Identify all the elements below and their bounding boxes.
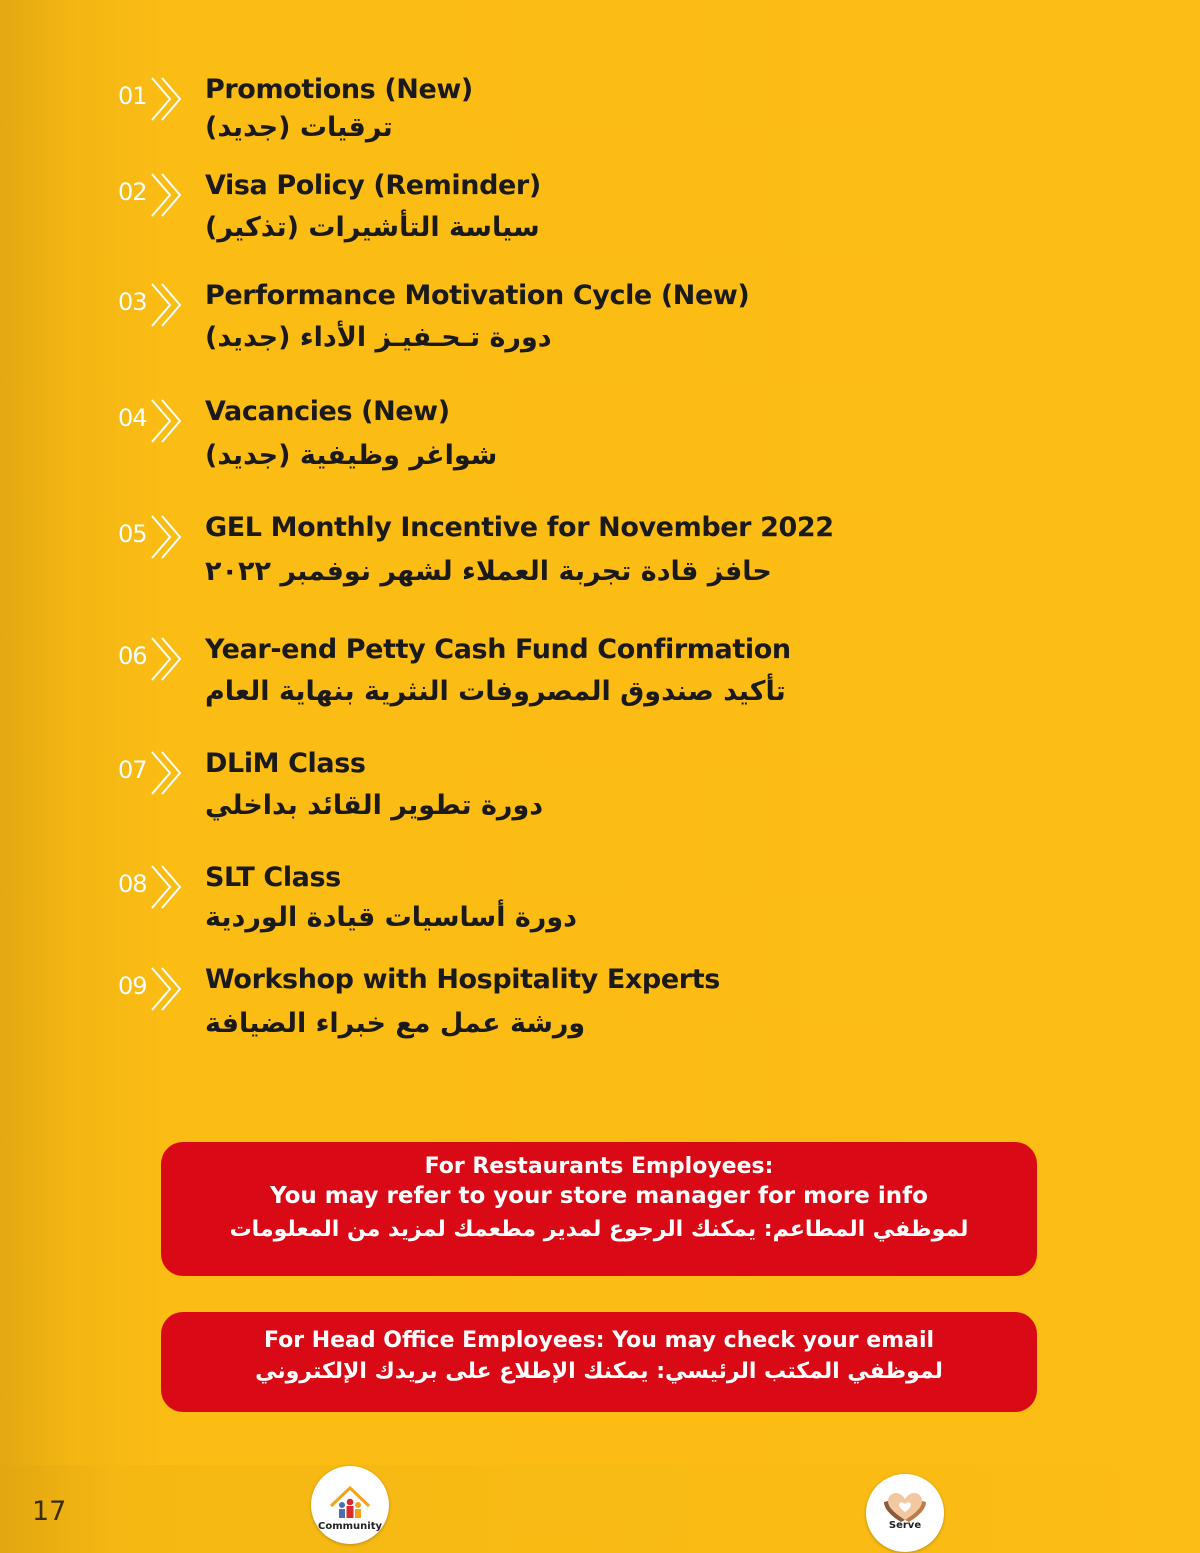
chevron-right-icon	[146, 748, 186, 798]
item-number: 01	[118, 82, 147, 110]
notice-text-en: You may refer to your store manager for more info	[270, 1183, 928, 1209]
badge-label: Serve	[888, 1520, 922, 1531]
item-number: 02	[118, 178, 147, 206]
list-item	[0, 170, 1200, 268]
item-title-en: Year-end Petty Cash Fund Confirmation	[205, 634, 791, 665]
badge-label: Community	[317, 1521, 382, 1532]
serve-badge	[866, 1474, 944, 1552]
restaurants-notice	[161, 1142, 1037, 1276]
list-item	[0, 280, 1200, 378]
chevron-right-icon	[146, 964, 186, 1014]
chevron-right-icon	[146, 74, 186, 124]
item-title-en: Visa Policy (Reminder)	[205, 170, 541, 201]
community-badge	[311, 1466, 389, 1544]
item-number: 09	[118, 972, 147, 1000]
item-number: 06	[118, 642, 147, 670]
head-office-notice	[161, 1312, 1037, 1412]
notice-text-en: For Head Office Employees: You may check your email	[263, 1328, 935, 1353]
list-item	[0, 634, 1200, 732]
footer-band	[0, 1465, 1200, 1553]
page-number: 17	[32, 1496, 67, 1527]
community-house-icon	[311, 1466, 389, 1544]
item-title-ar: تأكيد صندوق المصروفات النثرية بنهاية العام	[205, 676, 786, 707]
heart-hands-icon	[866, 1474, 944, 1552]
list-item	[0, 512, 1200, 610]
item-title-ar: حافز قادة تجربة العملاء لشهر نوفمبر ٢٠٢٢	[205, 556, 772, 587]
list-item	[0, 964, 1200, 1062]
item-title-en: Performance Motivation Cycle (New)	[205, 280, 750, 311]
item-number: 03	[118, 288, 147, 316]
chevron-right-icon	[146, 170, 186, 220]
item-number: 07	[118, 756, 147, 784]
item-title-ar: سياسة التأشيرات (تذكير)	[205, 212, 540, 243]
item-number: 04	[118, 404, 147, 432]
item-title-ar: ورشة عمل مع خبراء الضيافة	[205, 1008, 586, 1039]
list-item	[0, 74, 1200, 172]
list-item	[0, 748, 1200, 846]
item-title-en: DLiM Class	[205, 748, 366, 779]
item-title-ar: ترقيات (جديد)	[205, 112, 393, 143]
item-title-ar: دورة تطوير القائد بداخلي	[205, 790, 544, 821]
notice-text-ar: لموظفي المطاعم: يمكنك الرجوع لمدير مطعمك لمزيد من المعلومات	[229, 1217, 969, 1242]
chevron-right-icon	[146, 862, 186, 912]
chevron-right-icon	[146, 280, 186, 330]
chevron-right-icon	[146, 512, 186, 562]
notice-heading: For Restaurants Employees:	[424, 1154, 774, 1179]
list-item	[0, 862, 1200, 960]
item-title-en: Vacancies (New)	[205, 396, 450, 427]
item-number: 08	[118, 870, 147, 898]
item-title-en: SLT Class	[205, 862, 341, 893]
chevron-right-icon	[146, 634, 186, 684]
list-item	[0, 396, 1200, 494]
item-title-en: Workshop with Hospitality Experts	[205, 964, 720, 995]
item-title-en: Promotions (New)	[205, 74, 473, 105]
notice-text-ar: لموظفي المكتب الرئيسي: يمكنك الإطلاع على بريدك الإلكتروني	[255, 1359, 943, 1384]
item-title-en: GEL Monthly Incentive for November 2022	[205, 512, 834, 543]
item-title-ar: شواغر وظيفية (جديد)	[205, 440, 498, 471]
item-title-ar: دورة تـحـفيـز الأداء (جديد)	[205, 322, 552, 353]
item-title-ar: دورة أساسيات قيادة الوردية	[205, 902, 577, 933]
item-number: 05	[118, 520, 147, 548]
chevron-right-icon	[146, 396, 186, 446]
